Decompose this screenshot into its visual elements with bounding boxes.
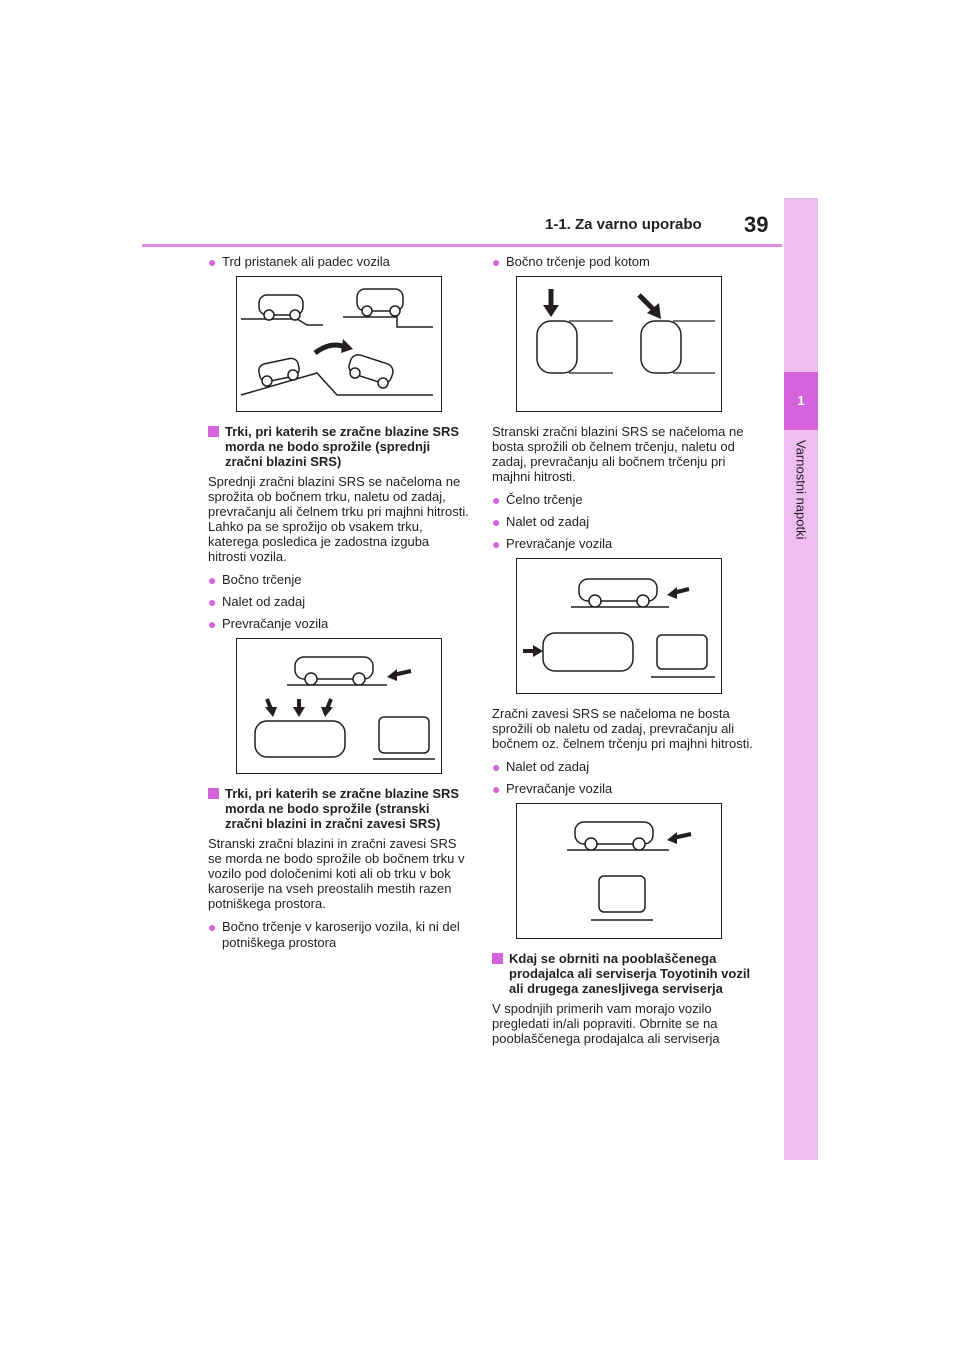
- list-item: ● Čelno trčenje: [492, 492, 583, 508]
- paragraph: Sprednji zračni blazini SRS se načeloma ne sprožita ob bočnem trku, naletu od zadaj, prevračanju ali čelnem trku pri majhni hitrosti. Lahko pa se sprožijo ob vsakem trku, katerega posledica je zadostna izguba hitrosti vozila.: [208, 474, 469, 564]
- list-item: ● Bočno trčenje: [208, 572, 302, 588]
- chapter-number: 1: [784, 372, 818, 430]
- header-rule: [142, 244, 782, 247]
- section-title: 1-1. Za varno uporabo: [545, 216, 702, 233]
- left-column: [208, 254, 470, 957]
- paragraph: Stranski zračni blazini SRS se načeloma ne bosta sprožili ob čelnem trčenju, naletu od zadaj, prevračanju ali bočnem trčenju pri majhni hitrosti.: [492, 424, 744, 484]
- section-heading: Kdaj se obrniti na pooblaščenega prodajalca ali serviserja Toyotinih vozil ali drugega zanesljivega serviserja: [492, 951, 756, 996]
- figure-angled-side-collision: [516, 276, 722, 412]
- list-item: ● Prevračanje vozila: [492, 781, 613, 797]
- section-heading: Trki, pri katerih se zračne blazine SRS morda ne bodo sprožile (sprednji zračni blazini SRS): [208, 424, 470, 469]
- list-item: ● Prevračanje vozila: [492, 536, 613, 552]
- chapter-tab: [784, 198, 818, 1160]
- paragraph: Stranski zračni blazini in zračni zavesi SRS se morda ne bodo sprožile ob bočnem trku v vozilo pod določenimi koti ali ob trku v bok karoserije na vseh preostalih mestih razen potniškega prostora.: [208, 836, 465, 911]
- list-item: ● Nalet od zadaj: [208, 594, 306, 610]
- list-item: ● Bočno trčenje pod kotom: [492, 254, 650, 270]
- list-item: ● Nalet od zadaj: [492, 759, 590, 775]
- paragraph: Zračni zavesi SRS se načeloma ne bosta sprožili ob naletu od zadaj, prevračanju ali bočnem oz. čelnem trčenju pri majhni hitrosti.: [492, 706, 753, 751]
- figure-hard-landing: [236, 276, 442, 412]
- figure-frontal-rear-rollover: [516, 558, 722, 694]
- list-item: ● Nalet od zadaj: [492, 514, 590, 530]
- figure-side-collision: [236, 638, 442, 774]
- chapter-label-container: [784, 440, 818, 620]
- section-heading: Trki, pri katerih se zračne blazine SRS morda ne bodo sprožile (stranski zračni blazini in zračni zavesi SRS): [208, 786, 470, 831]
- list-item: ● Trd pristanek ali padec vozila: [208, 254, 390, 270]
- page-number: 39: [744, 212, 769, 237]
- list-item: ● Prevračanje vozila: [208, 616, 329, 632]
- figure-rear-rollover: [516, 803, 722, 939]
- right-column: [492, 254, 756, 1054]
- chapter-label: Varnostni napotki: [793, 440, 809, 540]
- list-item: ● Bočno trčenje v karoserijo vozila, ki ni del potniškega prostora: [208, 919, 460, 950]
- paragraph: V spodnjih primerih vam morajo vozilo pregledati in/ali popraviti. Obrnite se na pooblaščenega prodajalca ali serviserja: [492, 1001, 720, 1046]
